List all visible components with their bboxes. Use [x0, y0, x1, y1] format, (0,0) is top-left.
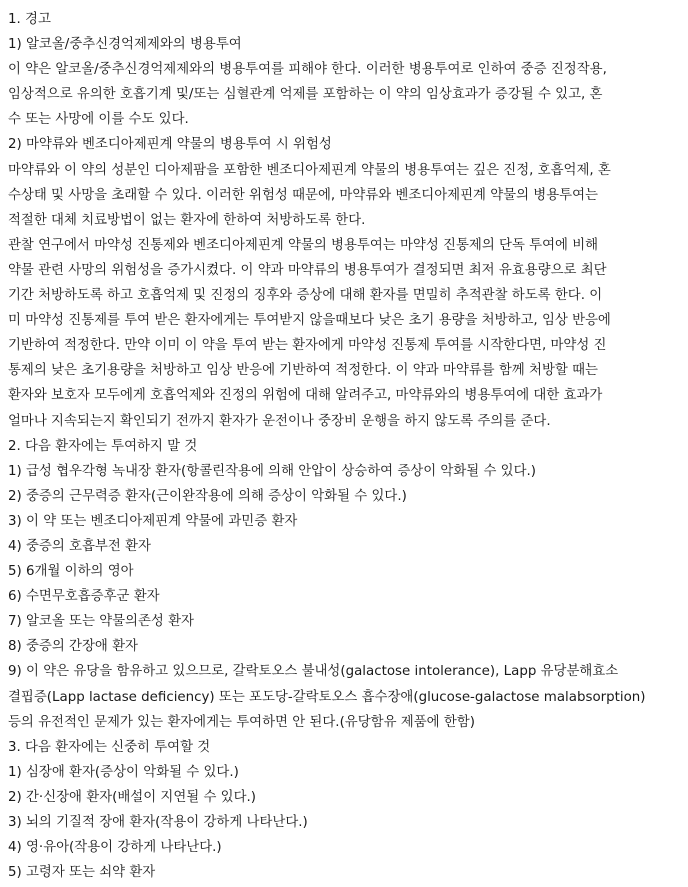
section-3-heading: 3. 다음 환자에는 신중히 투여할 것	[8, 739, 211, 755]
section-1-item-2-text-line: 마약류와 이 약의 성분인 디아제팜을 포함한 벤조디아제핀계 약물의 병용투여는 깊은 진정, 호흡억제, 혼	[8, 162, 611, 178]
section-1-item-2-text-line: 기간 처방하도록 하고 호흡억제 및 진정의 징후와 증상에 대해 환자를 면밀히 추적관찰 하도록 한다. 이	[8, 288, 603, 304]
section-3-list-item: 4) 영·유아(작용이 강하게 나타난다.)	[8, 840, 222, 856]
section-1-item-1-text-line: 임상적으로 유의한 호흡기계 및/또는 심혈관계 억제를 포함하는 이 약의 임상효과가 증강될 수 있고, 혼	[8, 87, 603, 103]
section-1-item-1-text-line: 이 약은 알코올/중추신경억제제와의 병용투여를 피해야 한다. 이러한 병용투여로 인하여 중증 진정작용,	[8, 62, 607, 78]
section-1-item-2-text-line: 약물 관련 사망의 위험성을 증가시켰다. 이 약과 마약류의 병용투여가 결정되면 최저 유효용량으로 최단	[8, 262, 607, 278]
section-3-list-item: 1) 심장애 환자(증상이 악화될 수 있다.)	[8, 764, 239, 780]
section-2-item-9-line: 9) 이 약은 유당을 함유하고 있으므로, 갈락토오스 불내성(galactose intolerance), Lapp 유당분해효소	[8, 664, 619, 680]
section-3-list-item: 5) 고령자 또는 쇠약 환자	[8, 865, 156, 881]
section-3-list-item: 2) 간·신장애 환자(배설이 지연될 수 있다.)	[8, 789, 257, 805]
section-1-item-1-title: 1) 알코올/중추신경억제제와의 병용투여	[8, 37, 242, 53]
section-2-heading: 2. 다음 환자에는 투여하지 말 것	[8, 438, 198, 454]
section-3-list-item: 3) 뇌의 기질적 장애 환자(작용이 강하게 나타난다.)	[8, 815, 308, 830]
section-1-item-2-text-line: 기반하여 적정한다. 만약 이미 이 약을 투여 받는 환자에게 마약성 진통제 투여를 시작한다면, 마약성 진	[8, 338, 607, 354]
section-1-item-2-text-line: 환자와 보호자 모두에게 호흡억제와 진정의 위험에 대해 알려주고, 마약류와의 병용투여에 대한 효과가	[8, 388, 603, 404]
section-1-item-1-text-line: 수 또는 사망에 이를 수도 있다.	[8, 112, 189, 128]
section-2-list-item: 7) 알코올 또는 약물의존성 환자	[8, 614, 194, 630]
section-2-list-item: 2) 중증의 근무력증 환자(근이완작용에 의해 증상이 악화될 수 있다.)	[8, 488, 407, 504]
drug-label-document	[8, 7, 686, 885]
section-2-list-item: 4) 중증의 호흡부전 환자	[8, 538, 151, 554]
section-2-list-item: 3) 이 약 또는 벤조디아제핀계 약물에 과민증 환자	[8, 513, 298, 529]
section-2-item-9-line: 결핍증(Lapp lactase deficiency) 또는 포도당-갈락토오스 흡수장애(glucose-galactose malabsorption)	[8, 689, 646, 705]
section-1-item-2-text-line: 관찰 연구에서 마약성 진통제와 벤조디아제핀계 약물의 병용투여는 마약성 진통제의 단독 투여에 비해	[8, 237, 599, 253]
section-2-list-item: 5) 6개월 이하의 영아	[8, 564, 134, 580]
section-1-item-2-text-line: 얼마나 지속되는지 확인되기 전까지 환자가 운전이나 중장비 운행을 하지 않도록 주의를 준다.	[8, 413, 551, 429]
section-2-list-item: 6) 수면무호흡증후군 환자	[8, 589, 160, 605]
section-1-item-2-text-line: 적절한 대체 치료방법이 없는 환자에 한하여 처방하도록 한다.	[8, 212, 366, 228]
section-1-item-2-text-line: 수상태 및 사망을 초래할 수 있다. 이러한 위험성 때문에, 마약류와 벤조디아제핀계 약물의 병용투여는	[8, 187, 598, 203]
section-1-item-2-title: 2) 마약류와 벤조디아제핀계 약물의 병용투여 시 위험성	[8, 137, 332, 153]
section-2-list-item: 1) 급성 협우각형 녹내장 환자(항콜린작용에 의해 안압이 상승하여 증상이 악화될 수 있다.)	[8, 463, 537, 479]
section-1-item-2-text-line: 미 마약성 진통제를 투여 받은 환자에게는 투여받지 않을때보다 낮은 초기 용량을 처방하고, 임상 반응에	[8, 313, 611, 329]
section-1-heading: 1. 경고	[8, 12, 51, 27]
section-2-item-9-line: 등의 유전적인 문제가 있는 환자에게는 투여하면 안 된다.(유당함유 제품에 한함)	[8, 714, 475, 730]
section-2-list-item: 8) 중증의 간장애 환자	[8, 639, 138, 655]
section-1-item-2-text-line: 통제의 낮은 초기용량을 처방하고 임상 반응에 기반하여 적정한다. 이 약과 마약류를 함께 처방할 때는	[8, 363, 598, 379]
